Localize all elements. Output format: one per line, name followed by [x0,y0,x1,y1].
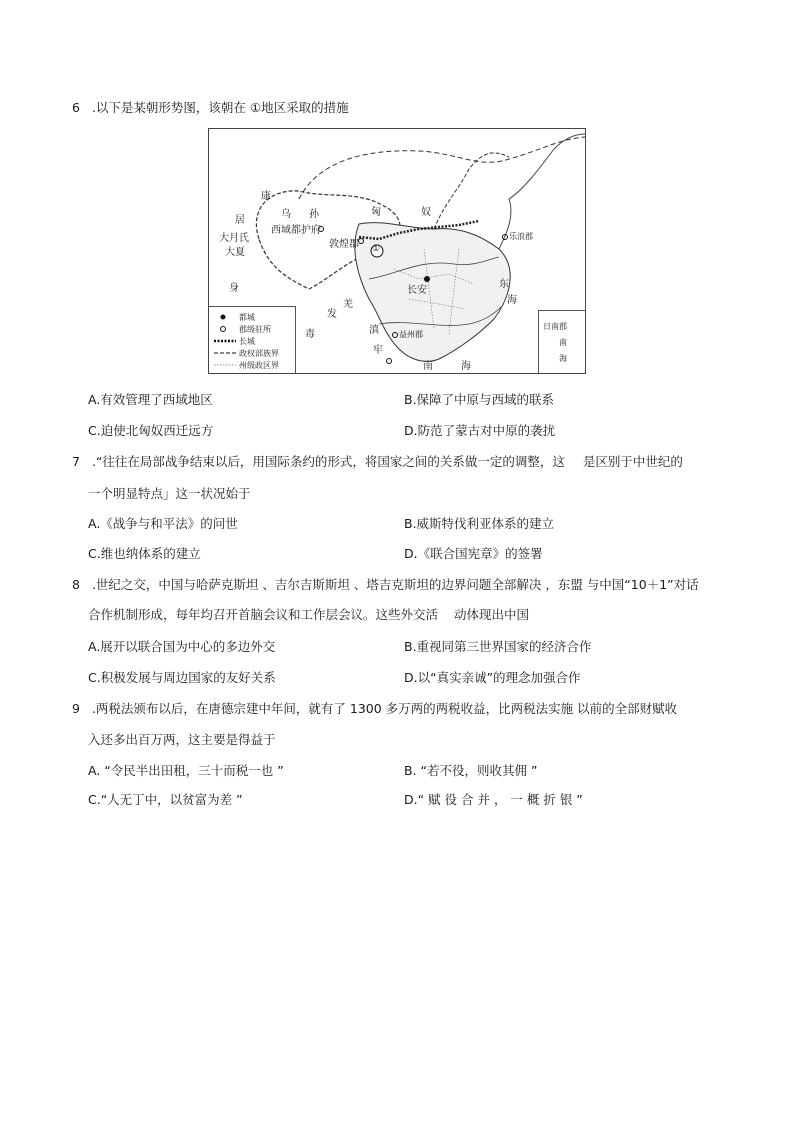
map-label: 南 [423,361,433,372]
map-label: 海 [461,361,471,372]
map-label: 康 [261,191,271,202]
q8-option-c[interactable]: C.积极发展与周边国家的友好关系 [88,670,276,685]
q6-option-a[interactable]: A.有效管理了西域地区 [88,392,213,407]
q7-option-a[interactable]: A.《战争与和平法》的问世 [88,516,238,531]
q7-option-c[interactable]: C.维也纳体系的建立 [88,546,201,561]
q6-option-d[interactable]: D.防范了蒙古对中原的袭扰 [404,423,556,438]
map-label: 奴 [421,207,431,218]
map-label: 孙 [309,209,319,220]
q9-option-c[interactable]: C.“人无丁中，以贫富为差 ” [88,792,243,807]
q8-stem2-tail: 动体现出中国 [454,607,530,622]
map-label: 海 [507,295,517,306]
q9-stem: .两税法颁布以后，在唐德宗建中年间，就有了 1300 多万两的两税收益，比两税法实施 以前的全部财赋收 [91,701,678,716]
q6-stem-line [72,98,349,116]
q9-stem-line [72,699,677,717]
historical-map [208,128,586,374]
q8-stem-line2 [88,605,529,623]
q6-stem: .以下是某朝形势图，该朝在 ①地区采取的措施 [91,100,349,115]
map-label: 牢 [373,345,383,356]
q6-option-c[interactable]: C.迫使北匈奴西迁远方 [88,423,214,438]
map-label: 毒 [305,329,315,340]
map-label: 东 [499,279,509,290]
q7-stem-line [72,452,683,470]
map-label: 乌 [281,209,291,220]
map-label: 发 [327,309,337,320]
map-label: 匈 [371,207,381,218]
q6-option-b[interactable]: B.保障了中原与西域的联系 [404,392,555,407]
q8-stem-line [72,575,699,593]
q8-number: 8 [72,577,80,592]
map-label: 居 [235,215,245,226]
q8-option-a[interactable]: A.展开以联合国为中心的多边外交 [88,639,276,654]
map-label: 乐浪郡 [509,232,533,241]
q7-stem-line2: 一个明显特点」这一状况始于 [88,486,251,501]
q9-option-b[interactable]: B. “若不役，则收其佣 ” [404,763,538,778]
q7-option-b[interactable]: B.威斯特伐利亚体系的建立 [404,516,555,531]
map-label: 身 [229,283,239,294]
map-label: 海 [559,354,567,363]
map-label: 长安 [407,285,427,296]
map-label: 羌 [343,299,353,310]
q7-stem: .“往往在局部战争结束以后，用国际条约的形式，将国家之间的关系做一定的调整，这 [91,454,565,469]
map-label: 滇 [369,325,379,336]
map-label: ① [372,244,381,254]
q9-stem-line2: 入还多出百万两，这主要是得益于 [88,732,276,747]
q9-option-a[interactable]: A. “令民半出田租，三十而税一也 ” [88,763,284,778]
q8-stem2: 合作机制形成，每年均召开首脑会议和工作层会议。这些外交活 [88,607,439,622]
map-label: 西域都护府 [271,225,321,236]
map-label: 大月氏 [219,233,249,244]
map-inset [538,310,585,373]
map-label: 日南郡 [543,322,567,331]
map-label: 敦煌郡 [329,239,359,250]
q8-option-b[interactable]: B.重视同第三世界国家的经济合作 [404,639,592,654]
q8-option-d[interactable]: D.以“真实亲诚”的理念加强合作 [404,670,581,685]
q8-stem: .世纪之交，中国与哈萨克斯坦 、吉尔吉斯斯坦 、塔吉克斯坦的边界问题全部解决 ，东盟 与中国“10＋1”对话 [91,577,699,592]
q9-number: 9 [72,701,80,716]
q6-number: 6 [72,100,80,115]
q7-number: 7 [72,454,80,469]
map-legend: 都城 郡级驻所 长城 政权部族界 州级政区界 [209,306,296,373]
q9-option-d[interactable]: D.“ 赋 役 合 并 ， 一 概 折 银 ” [404,792,583,807]
q7-stem-tail: 是区别于中世纪的 [582,454,683,469]
map-label: 南 [559,338,567,347]
q7-option-d[interactable]: D.《联合国宪章》的签署 [404,546,543,561]
map-label: 大夏 [225,247,245,258]
map-label: 益州郡 [399,330,423,339]
